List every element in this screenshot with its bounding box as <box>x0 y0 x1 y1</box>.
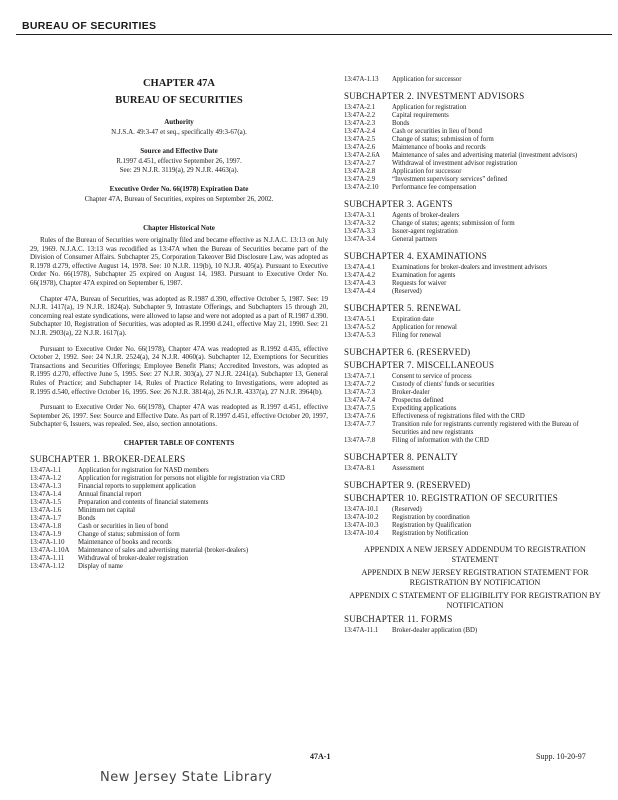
section-title: Bonds <box>392 120 410 127</box>
section-number: 13:47A-1.13 <box>344 76 379 83</box>
toc-heading: CHAPTER TABLE OF CONTENTS <box>123 438 235 447</box>
section-number: 13:47A-2.10 <box>344 184 379 191</box>
section-title: Maintenance of books and records <box>392 144 486 151</box>
toc-entry <box>344 136 606 144</box>
toc-entry <box>30 555 328 563</box>
historical-note-heading: Chapter Historical Note <box>143 224 215 232</box>
toc-list <box>344 373 606 445</box>
section-number: 13:47A-11.1 <box>344 626 379 634</box>
toc-entry <box>344 421 606 437</box>
library-stamp: New Jersey State Library <box>100 770 273 785</box>
section-title: Registration by Notification <box>392 530 469 537</box>
section-title: Issuer-agent registration <box>392 228 458 235</box>
section-title: Maintenance of books and records <box>78 538 172 546</box>
toc-entry <box>30 491 328 499</box>
section-title: “Investment supervisory services” defined <box>392 176 508 183</box>
section-number: 13:47A-2.2 <box>344 112 376 119</box>
section-title: (Reserved) <box>392 288 422 295</box>
toc-entry <box>344 530 606 538</box>
section-number: 13:47A-7.8 <box>344 437 376 444</box>
section-title: Maintenance of sales and advertising material (investment advisors) <box>392 152 578 159</box>
historical-note-paragraph: Rules of the Bureau of Securities were originally filed and became effective as N.J.A.C. 13:13 on July 29, 1969. N.J.A.C. 13:13 was recodified as 13:47A when the Bureau of Securities became part of the Division of Consumer Affairs. Subchapter 25, Corporation Takeover Bid Disclosure Law, was adopted as R.1978 d.279, effective August 14, 1978. See: 10 N.J.R. 119(b), 10 N.J.R. 405(a). Pursuant to Executive Order No. 66(1978), Subchapter 25 expired on August 14, 1983. Pursuant to Executive Order No. 66(1978), Chapter 47A expired on September 6, 1987. <box>30 236 328 287</box>
section-number: 13:47A-1.5 <box>30 498 62 506</box>
section-number: 13:47A-1.6 <box>30 506 62 514</box>
toc-entry <box>344 288 606 296</box>
section-number: 13:47A-4.2 <box>344 272 376 279</box>
chapter-number: CHAPTER 47A <box>142 78 216 89</box>
section-title: Agents of broker-dealers <box>392 212 460 219</box>
toc-entry <box>30 499 328 507</box>
toc-list <box>344 627 606 635</box>
toc-entry <box>30 523 328 531</box>
subchapter-heading: SUBCHAPTER 9. (RESERVED) <box>344 480 471 490</box>
section-title: Application for registration <box>392 104 467 111</box>
toc-entry <box>344 373 606 381</box>
toc-entry <box>30 531 328 539</box>
toc-entry <box>30 507 328 515</box>
section-number: 13:47A-3.4 <box>344 236 376 243</box>
section-title: Annual financial report <box>78 490 142 498</box>
section-title: Broker-dealer <box>392 389 430 396</box>
section-title: Transition rule for registrants currently registered with the Bureau of Securities and new registrants <box>392 421 579 436</box>
toc-entry <box>344 324 606 332</box>
section-title: Financial reports to supplement application <box>78 482 196 490</box>
subchapter-heading: SUBCHAPTER 1. BROKER-DEALERS <box>30 453 186 464</box>
authority-heading: Authority <box>164 118 194 126</box>
section-number: 13:47A-7.4 <box>344 397 376 404</box>
toc-entry <box>344 76 606 84</box>
toc-entry <box>344 280 606 288</box>
section-title: General partners <box>392 236 438 243</box>
section-number: 13:47A-3.3 <box>344 228 376 235</box>
authority-text: N.J.S.A. 49:3-47 et seq., specifically 49:3-67(a). <box>111 128 247 136</box>
toc-list <box>344 465 606 473</box>
toc-entry <box>344 332 606 340</box>
toc-entry <box>344 220 606 228</box>
source-heading: Source and Effective Date <box>140 147 218 155</box>
toc-entry <box>344 316 606 324</box>
toc-entry <box>30 563 328 571</box>
toc-entry <box>344 120 606 128</box>
executive-order-heading: Executive Order No. 66(1978) Expiration Date <box>109 185 249 193</box>
section-number: 13:47A-2.7 <box>344 160 376 167</box>
section-title: Custody of clients' funds or securities <box>392 381 495 388</box>
section-number: 13:47A-10.1 <box>344 506 379 513</box>
section-number: 13:47A-7.6 <box>344 413 376 420</box>
subchapter-heading: SUBCHAPTER 4. EXAMINATIONS <box>344 251 487 261</box>
section-number: 13:47A-1.1 <box>30 466 62 474</box>
section-number: 13:47A-5.3 <box>344 332 376 339</box>
section-number: 13:47A-7.3 <box>344 389 376 396</box>
running-header: BUREAU OF SECURITIES <box>22 20 157 32</box>
toc-list <box>344 104 606 192</box>
source-line: See: 29 N.J.R. 3119(a), 29 N.J.R. 4463(a). <box>119 166 239 174</box>
toc-entry <box>344 112 606 120</box>
section-number: 13:47A-8.1 <box>344 465 376 472</box>
toc-entry <box>344 465 606 473</box>
toc-entry <box>344 160 606 168</box>
subchapter-heading: SUBCHAPTER 6. (RESERVED) <box>344 347 471 357</box>
toc-entry <box>344 144 606 152</box>
section-title: Examination for agents <box>392 272 456 279</box>
section-title: Prospectus defined <box>392 397 444 404</box>
toc-list <box>344 212 606 244</box>
section-number: 13:47A-2.5 <box>344 136 376 143</box>
toc-entry <box>344 184 606 192</box>
toc-entry <box>30 539 328 547</box>
section-number: 13:47A-3.2 <box>344 220 376 227</box>
toc-entry <box>30 483 328 491</box>
section-number: 13:47A-2.3 <box>344 120 376 127</box>
subchapter-heading: SUBCHAPTER 3. AGENTS <box>344 199 453 209</box>
section-number: 13:47A-7.2 <box>344 381 376 388</box>
section-number: 13:47A-1.3 <box>30 482 62 490</box>
section-number: 13:47A-2.1 <box>344 104 376 111</box>
appendix-a: APPENDIX A NEW JERSEY ADDENDUM TO REGISTRATION STATEMENT <box>364 545 586 564</box>
section-number: 13:47A-1.4 <box>30 490 62 498</box>
section-title: Expediting applications <box>392 405 457 412</box>
section-number: 13:47A-1.9 <box>30 530 62 538</box>
section-number: 13:47A-7.1 <box>344 373 376 380</box>
subchapter-heading: SUBCHAPTER 8. PENALTY <box>344 452 459 462</box>
toc-entry <box>344 272 606 280</box>
toc-entry <box>344 413 606 421</box>
executive-order-text: Chapter 47A, Bureau of Securities, expires on September 26, 2002. <box>84 195 274 203</box>
toc-entry <box>344 176 606 184</box>
page-number: 47A-1 <box>310 752 331 761</box>
section-title: Registration by coordination <box>392 514 470 521</box>
section-number: 13:47A-2.6 <box>344 144 376 151</box>
section-title: Assessment <box>392 465 425 472</box>
left-column <box>30 78 328 571</box>
section-number: 13:47A-2.9 <box>344 176 376 183</box>
section-number: 13:47A-10.4 <box>344 530 379 537</box>
section-title: Registration by Qualification <box>392 522 472 529</box>
section-title: Preparation and contents of financial statements <box>78 498 209 506</box>
section-number: 13:47A-2.4 <box>344 128 376 135</box>
section-title: Maintenance of sales and advertising material (broker-dealers) <box>78 546 249 554</box>
section-number: 13:47A-4.4 <box>344 288 376 295</box>
section-number: 13:47A-10.3 <box>344 522 379 529</box>
section-number: 13:47A-4.3 <box>344 280 376 287</box>
section-number: 13:47A-1.11 <box>30 554 65 562</box>
section-number: 13:47A-7.5 <box>344 405 376 412</box>
section-title: Change of status; submission of form <box>392 136 494 143</box>
subchapter-heading: SUBCHAPTER 10. REGISTRATION OF SECURITIES <box>344 493 558 503</box>
section-title: Cash or securities in lieu of bond <box>392 128 482 135</box>
section-title: Display of name <box>78 562 123 570</box>
toc-entry <box>344 128 606 136</box>
toc-list <box>344 264 606 296</box>
toc-entry <box>344 228 606 236</box>
toc-entry <box>344 437 606 445</box>
section-title: Withdrawal of investment advisor registration <box>392 160 518 167</box>
section-title: Filing for renewal <box>392 332 442 339</box>
toc-entry <box>30 475 328 483</box>
section-title: Application for successor <box>392 76 462 83</box>
chapter-title: BUREAU OF SECURITIES <box>115 95 243 106</box>
section-title: Capital requirements <box>392 112 449 119</box>
toc-entry <box>344 405 606 413</box>
section-number: 13:47A-1.10 <box>30 538 65 546</box>
toc-list <box>344 506 606 538</box>
section-number: 13:47A-2.8 <box>344 168 376 175</box>
section-number: 13:47A-3.1 <box>344 212 376 219</box>
toc-entry <box>344 627 606 635</box>
section-title: Cash or securities in lieu of bond <box>78 522 168 530</box>
toc-entry <box>30 515 328 523</box>
section-number: 13:47A-1.10A <box>30 546 70 554</box>
section-number: 13:47A-5.1 <box>344 316 376 323</box>
section-title: Bonds <box>78 514 96 522</box>
toc-entry <box>344 506 606 514</box>
section-title: Change of status; submission of form <box>78 530 180 538</box>
appendix-b: APPENDIX B NEW JERSEY REGISTRATION STATEMENT FOR REGISTRATION BY NOTIFICATION <box>361 568 589 587</box>
section-number: 13:47A-1.7 <box>30 514 62 522</box>
right-column <box>344 76 606 635</box>
section-title: Change of status; agents; submission of form <box>392 220 515 227</box>
section-title: Performance fee compensation <box>392 184 477 191</box>
section-number: 13:47A-5.2 <box>344 324 376 331</box>
section-title: Consent to service of process <box>392 373 472 380</box>
section-title: Expiration date <box>392 316 434 323</box>
section-title: Application for registration for NASD members <box>78 466 209 474</box>
toc-entry <box>344 514 606 522</box>
section-number: 13:47A-7.7 <box>344 421 376 428</box>
toc-entry <box>344 236 606 244</box>
section-title: Application for registration for persons not eligible for registration via CRD <box>78 474 285 482</box>
toc-entry <box>344 168 606 176</box>
appendix-c: APPENDIX C STATEMENT OF ELIGIBILITY FOR REGISTRATION BY NOTIFICATION <box>349 591 601 610</box>
section-number: 13:47A-1.2 <box>30 474 62 482</box>
section-number: 13:47A-1.12 <box>30 562 65 570</box>
subchapter-heading: SUBCHAPTER 5. RENEWAL <box>344 303 461 313</box>
header-rule <box>16 34 612 35</box>
toc-entry <box>30 467 328 475</box>
section-title: (Reserved) <box>392 506 422 513</box>
subchapter-heading: SUBCHAPTER 11. FORMS <box>344 613 453 624</box>
toc-entry <box>344 104 606 112</box>
historical-note-paragraph: Pursuant to Executive Order No. 66(1978), Chapter 47A was readopted as R.1997 d.451, effective September 26, 1997. See: Source and Effective Date. As part of R.1997 d.451, effective October 20, 1997, Subchapter 6, Issuers, was repealed. See, also, section annotations. <box>30 403 328 429</box>
section-title: Examinations for broker-dealers and investment advisors <box>392 264 548 271</box>
section-number: 13:47A-2.6A <box>344 152 381 159</box>
subchapter-heading: SUBCHAPTER 7. MISCELLANEOUS <box>344 360 495 370</box>
toc-entry <box>344 397 606 405</box>
toc-list <box>344 316 606 340</box>
section-title: Filing of information with the CRD <box>392 437 489 444</box>
section-number: 13:47A-4.1 <box>344 264 376 271</box>
toc-entry <box>344 152 606 160</box>
section-title: Requests for waiver <box>392 280 447 287</box>
subchapter-heading: SUBCHAPTER 2. INVESTMENT ADVISORS <box>344 91 525 101</box>
section-number: 13:47A-1.8 <box>30 522 62 530</box>
section-number: 13:47A-10.2 <box>344 514 379 521</box>
toc-entry <box>344 522 606 530</box>
section-title: Effectiveness of registrations filed with the CRD <box>392 413 525 420</box>
section-title: Application for successor <box>392 168 462 175</box>
toc-entry <box>344 264 606 272</box>
toc-entry <box>344 381 606 389</box>
toc-entry <box>344 389 606 397</box>
supplement-date: Supp. 10-20-97 <box>536 752 586 761</box>
section-title: Application for renewal <box>392 324 457 331</box>
historical-note-paragraph: Pursuant to Executive Order No. 66(1978), Chapter 47A was readopted as R.1992 d.435, effective October 2, 1992. See: 24 N.J.R. 2524(a), 24 N.J.R. 4060(a). Subchapter 12, Exemptions for Securities Transactions and Securities Offerings; Employee Benefit Plans; Accredited Investors, was adopted as R.1995 d.270, effective June 5, 1995. See: 27 N.J.R. 303(a), 27 N.J.R. 2241(a). Subchapter 13, General Rules of Practice; and Subchapter 14, Rules of Practice Relating to Investigations, were adopted as R.1995 d.540, effective October 16, 1995. See: 26 N.J.R. 3814(a), 26 N.J.R. 4337(a), 27 N.J.R. 3964(b). <box>30 344 328 396</box>
toc-list <box>30 467 328 571</box>
section-title: Withdrawal of broker-dealer registration <box>78 554 188 562</box>
historical-note-paragraph: Chapter 47A, Bureau of Securities, was adopted as R.1987 d.390, effective October 5, 1987. See: 19 N.J.R. 1417(a), 19 N.J.R. 1824(a). Subchapter 9, Intrastate Offerings, and Subchapters 15 through 20, concerning real estate syndications, were allowed to lapse and were not adopted as a part of R.1987 d.390. Subchapter 10, Registration of Securities, was adopted as R.1990 d.241, effective May 21, 1990. See: 21 N.J.R. 2903(a), 22 N.J.R. 1617(a). <box>30 294 328 337</box>
section-title: Minimum net capital <box>78 506 136 514</box>
source-line: R.1997 d.451, effective September 26, 1997. <box>116 157 242 165</box>
toc-entry <box>30 547 328 555</box>
toc-entry <box>344 212 606 220</box>
section-title: Broker-dealer application (BD) <box>392 626 478 634</box>
